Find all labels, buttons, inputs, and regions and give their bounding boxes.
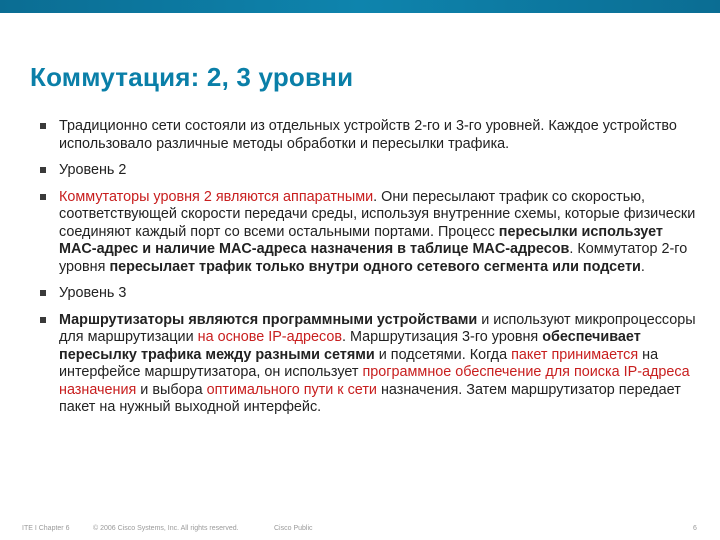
- top-accent-bar: [0, 0, 720, 13]
- highlight-text: пакет принимается: [511, 346, 639, 363]
- top-accent-gradient: [0, 0, 720, 13]
- plain-text: .: [640, 258, 645, 275]
- highlight-text: Коммутаторы уровня 2 являются аппаратными: [59, 188, 374, 205]
- slide-title: Коммутация: 2, 3 уровни: [30, 62, 354, 92]
- bullet-item: [40, 118, 700, 153]
- bullet-square-icon: [40, 317, 46, 323]
- highlight-text: оптимального пути к сети: [206, 381, 377, 398]
- plain-text: . Они пересылают трафик со скоростью, соответствующей скорости передачи среды, используя внутренние схемы, которые физически соединяют каждый порт со всеми остальными портами. Процесс: [59, 188, 696, 240]
- plain-text: и подсетями. Когда: [374, 346, 512, 363]
- slide-footer: [0, 522, 720, 536]
- bullet-item: [40, 162, 700, 180]
- bullet-text: Уровень 3: [59, 285, 127, 301]
- plain-text: на интерфейсе маршрутизатора, он использует: [59, 346, 659, 380]
- plain-text: и используют микропроцессоры для маршрутизации: [59, 311, 696, 345]
- bold-text: пересылки использует MAC-адрес и наличие MAC-адреса назначения в таблице MAC-адресов: [59, 223, 663, 257]
- bold-text: Маршрутизаторы являются программными устройствами: [59, 311, 478, 328]
- plain-text: . Маршрутизация 3-го уровня: [342, 329, 543, 345]
- bullet-square-icon: [40, 123, 46, 129]
- bullet-square-icon: [40, 194, 46, 200]
- bold-text: пересылает трафик только внутри одного сетевого сегмента или подсети: [109, 258, 641, 275]
- bullet-item: [40, 285, 700, 303]
- bold-text: обеспечивает пересылку трафика между разными сетями: [59, 329, 641, 363]
- bullet-text: Традиционно сети состояли из отдельных устройств 2-го и 3-го уровней. Каждое устройство использовало различные методы обработки и пересылки трафика.: [59, 118, 677, 152]
- plain-text: назначения. Затем маршрутизатор передает пакет на нужный выходной интерфейс.: [59, 381, 681, 415]
- footer-classification: Cisco Public: [274, 525, 313, 532]
- highlight-text: программное обеспечение для поиска IP-адреса назначения: [59, 364, 690, 398]
- bullet-square-icon: [40, 290, 46, 296]
- bullet-item: [40, 189, 700, 277]
- footer-course: ITE I Chapter 6: [22, 525, 70, 532]
- plain-text: и выбора: [136, 381, 207, 398]
- bullet-text: Уровень 2: [59, 162, 127, 178]
- plain-text: . Коммутатор 2-го уровня: [59, 241, 688, 275]
- footer-page-number: 6: [693, 525, 697, 532]
- footer-copyright: © 2006 Cisco Systems, Inc. All rights reserved.: [93, 525, 239, 532]
- bullet-square-icon: [40, 167, 46, 173]
- bullet-item: [40, 312, 700, 417]
- slide-content: [40, 118, 700, 426]
- highlight-text: на основе IP-адресов: [197, 329, 343, 345]
